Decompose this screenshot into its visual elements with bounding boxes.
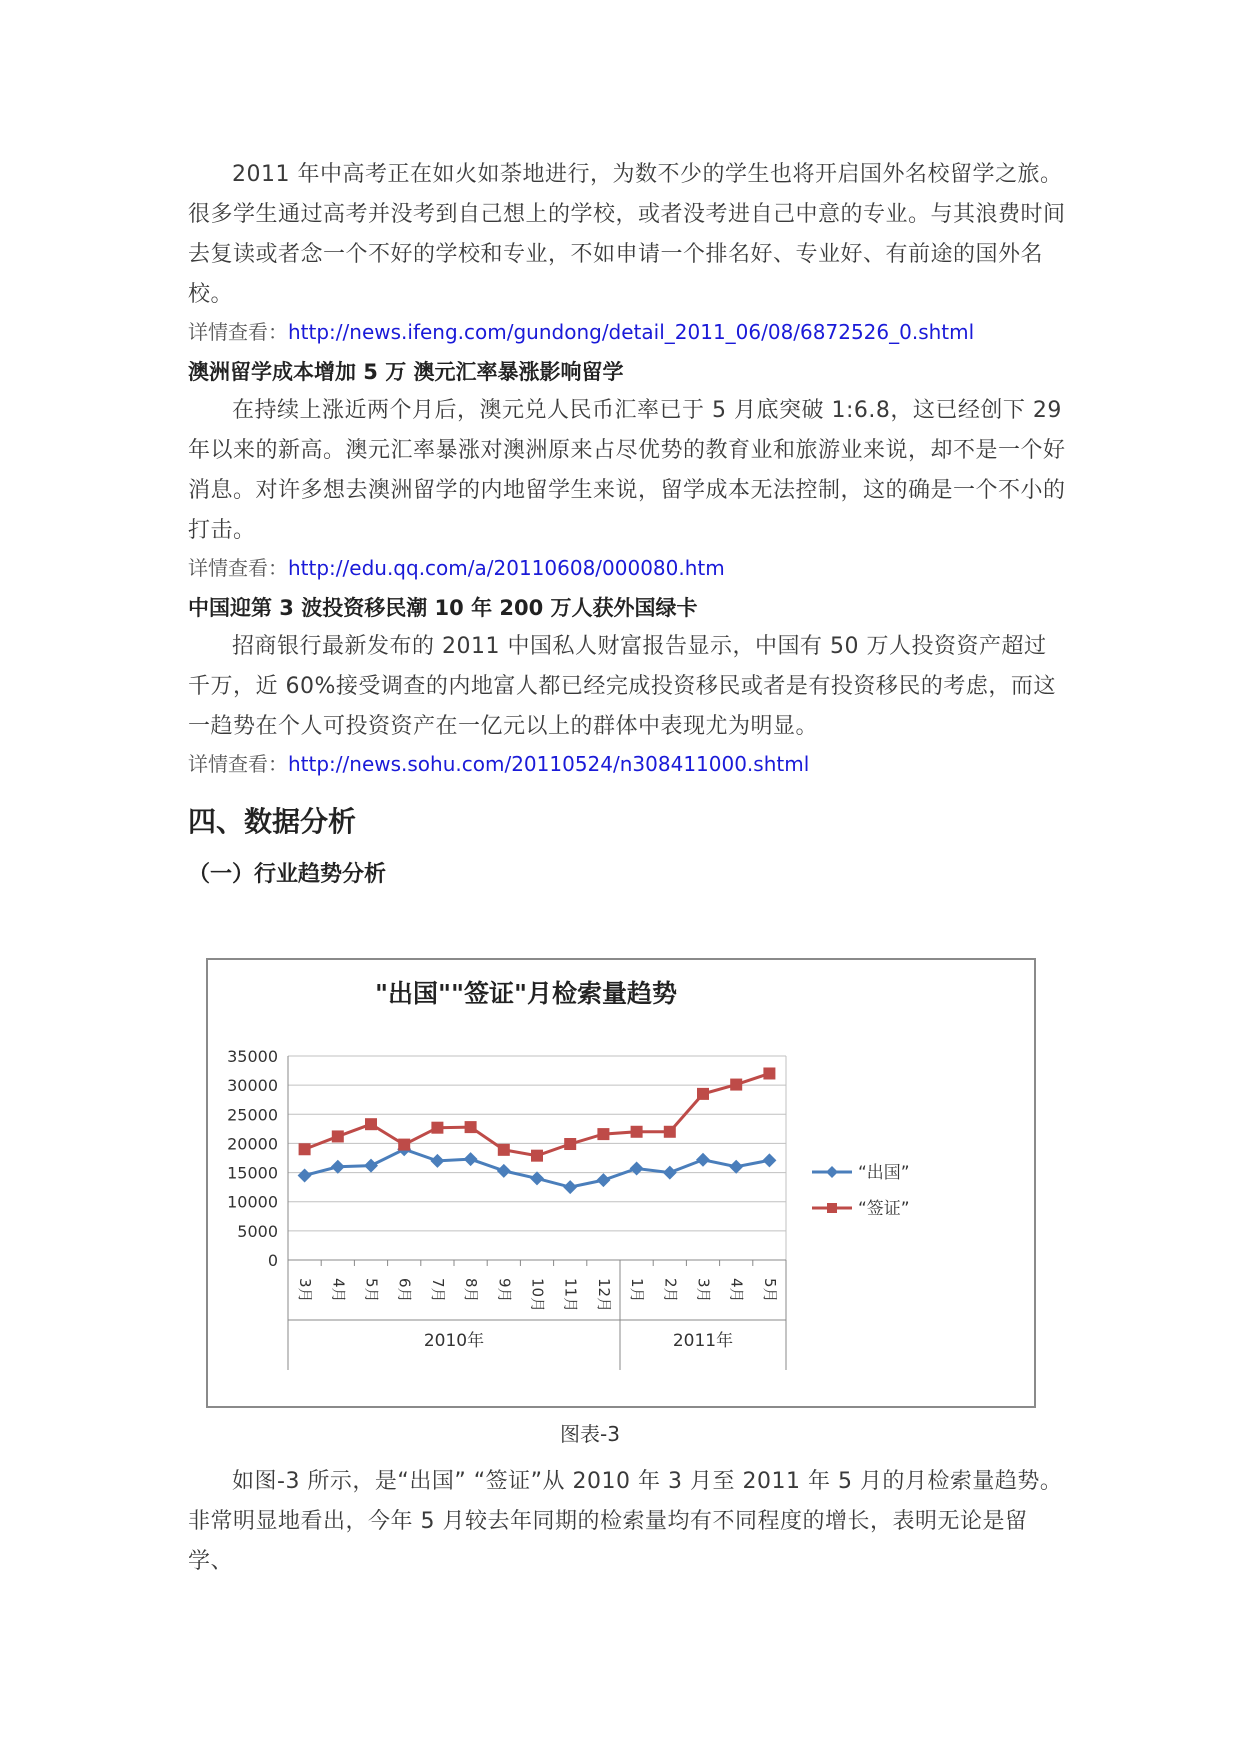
article-body bbox=[188, 155, 1068, 897]
x-tick-label: 4月 bbox=[329, 1278, 348, 1303]
series-2-point bbox=[664, 1126, 676, 1138]
news-paragraph-3: 招商银行最新发布的 2011 中国私人财富报告显示，中国有 50 万人投资资产超过千万，近 60%接受调查的内地富人都已经完成投资移民或者是有投资移民的考虑，而这一趋势在个人可投资资产在一亿元以上的群体中表现尤为明显。 bbox=[188, 634, 1056, 739]
x-tick-label: 12月 bbox=[594, 1278, 613, 1313]
x-tick-label: 5月 bbox=[362, 1278, 381, 1303]
x-tick-label: 8月 bbox=[462, 1278, 481, 1303]
series-1-point bbox=[762, 1153, 776, 1167]
closing-section bbox=[188, 1462, 1068, 1582]
series-2-point bbox=[299, 1143, 311, 1155]
x-tick-label: 7月 bbox=[428, 1278, 447, 1303]
series-1-point bbox=[331, 1160, 345, 1174]
series-1-point bbox=[364, 1159, 378, 1173]
series-2-point bbox=[431, 1122, 443, 1134]
legend-label-2: “签证” bbox=[858, 1199, 910, 1219]
series-1-point bbox=[497, 1164, 511, 1178]
x-tick-label: 4月 bbox=[727, 1278, 746, 1303]
section-title: 四、数据分析 bbox=[188, 805, 357, 838]
x-tick-label: 9月 bbox=[495, 1278, 514, 1303]
detail-link-2[interactable]: http://edu.qq.com/a/20110608/000080.htm bbox=[288, 556, 725, 580]
news-headline-2: 澳洲留学成本增加 5 万 澳元汇率暴涨影响留学 bbox=[188, 360, 624, 384]
legend-marker-1 bbox=[826, 1166, 838, 1178]
detail-link-line-1 bbox=[188, 315, 1068, 349]
series-1-point bbox=[663, 1166, 677, 1180]
y-tick-label: 20000 bbox=[227, 1134, 278, 1154]
x-tick-label: 3月 bbox=[296, 1278, 315, 1303]
trend-chart bbox=[206, 958, 1036, 1408]
year-group-label: 2011年 bbox=[672, 1331, 734, 1351]
series-2-point bbox=[763, 1067, 775, 1079]
series-2-point bbox=[531, 1150, 543, 1162]
series-2-point bbox=[365, 1118, 377, 1130]
y-tick-label: 5000 bbox=[237, 1221, 278, 1241]
detail-label: 详情查看： bbox=[188, 556, 288, 580]
series-1-point bbox=[596, 1173, 610, 1187]
detail-link-line-3 bbox=[188, 747, 1068, 781]
y-tick-label: 15000 bbox=[227, 1163, 278, 1183]
x-tick-label: 11月 bbox=[561, 1278, 580, 1313]
series-2-point bbox=[398, 1139, 410, 1151]
x-tick-label: 3月 bbox=[694, 1278, 713, 1303]
y-tick-label: 25000 bbox=[227, 1105, 278, 1125]
trend-chart-svg bbox=[208, 960, 1034, 1406]
series-1-point bbox=[298, 1168, 312, 1182]
chart-title: "出国""签证"月检索量趋势 bbox=[374, 979, 678, 1008]
y-tick-label: 10000 bbox=[227, 1192, 278, 1212]
legend-marker-2 bbox=[827, 1203, 837, 1213]
intro-paragraph: 2011 年中高考正在如火如荼地进行，为数不少的学生也将开启国外名校留学之旅。很多学生通过高考并没考到自己想上的学校，或者没考进自己中意的专业。与其浪费时间去复读或者念一个不好的学校和专业，不如申请一个排名好、专业好、有前途的国外名校。 bbox=[188, 162, 1066, 307]
x-tick-label: 2月 bbox=[661, 1278, 680, 1303]
y-tick-label: 30000 bbox=[227, 1076, 278, 1096]
series-1-point bbox=[729, 1160, 743, 1174]
series-2-point bbox=[332, 1130, 344, 1142]
y-tick-label: 35000 bbox=[227, 1047, 278, 1066]
sub-section-title: （一）行业趋势分析 bbox=[188, 862, 387, 887]
series-2-point bbox=[564, 1138, 576, 1150]
x-tick-label: 5月 bbox=[760, 1278, 779, 1303]
year-group-label: 2010年 bbox=[423, 1331, 485, 1351]
series-1-point bbox=[464, 1152, 478, 1166]
legend-label-1: “出国” bbox=[858, 1163, 910, 1183]
series-2-point bbox=[631, 1126, 643, 1138]
series-1-point bbox=[530, 1171, 544, 1185]
detail-label: 详情查看： bbox=[188, 752, 288, 776]
series-2-point bbox=[465, 1121, 477, 1133]
news-paragraph-2: 在持续上涨近两个月后，澳元兑人民币汇率已于 5 月底突破 1:6.8，这已经创下 29 年以来的新高。澳元汇率暴涨对澳洲原来占尽优势的教育业和旅游业来说，却不是一个好消息。对许多想去澳洲留学的内地留学生来说，留学成本无法控制，这的确是一个不小的打击。 bbox=[188, 398, 1066, 543]
closing-paragraph: 如图-3 所示，是“出国” “签证”从 2010 年 3 月至 2011 年 5 月的月检索量趋势。非常明显地看出，今年 5 月较去年同期的检索量均有不同程度的增长，表明无论是留学、 bbox=[188, 1469, 1063, 1574]
news-headline-3: 中国迎第 3 波投资移民潮 10 年 200 万人获外国绿卡 bbox=[188, 596, 698, 620]
x-tick-label: 6月 bbox=[395, 1278, 414, 1303]
detail-link-line-2 bbox=[188, 551, 1068, 585]
detail-label: 详情查看： bbox=[188, 320, 288, 344]
chart-caption: 图表-3 bbox=[560, 1422, 620, 1446]
series-1-point bbox=[563, 1180, 577, 1194]
series-2-point bbox=[597, 1128, 609, 1140]
x-tick-label: 1月 bbox=[628, 1278, 647, 1303]
x-tick-label: 10月 bbox=[528, 1278, 547, 1313]
series-1-point bbox=[696, 1153, 710, 1167]
series-2-point bbox=[697, 1088, 709, 1100]
series-2-point bbox=[498, 1144, 510, 1156]
detail-link-1[interactable]: http://news.ifeng.com/gundong/detail_2011_06/08/6872526_0.shtml bbox=[288, 320, 975, 344]
series-1-point bbox=[430, 1154, 444, 1168]
series-1-point bbox=[630, 1161, 644, 1175]
detail-link-3[interactable]: http://news.sohu.com/20110524/n308411000.shtml bbox=[288, 752, 810, 776]
series-2-point bbox=[730, 1079, 742, 1091]
y-tick-label: 0 bbox=[267, 1251, 278, 1270]
